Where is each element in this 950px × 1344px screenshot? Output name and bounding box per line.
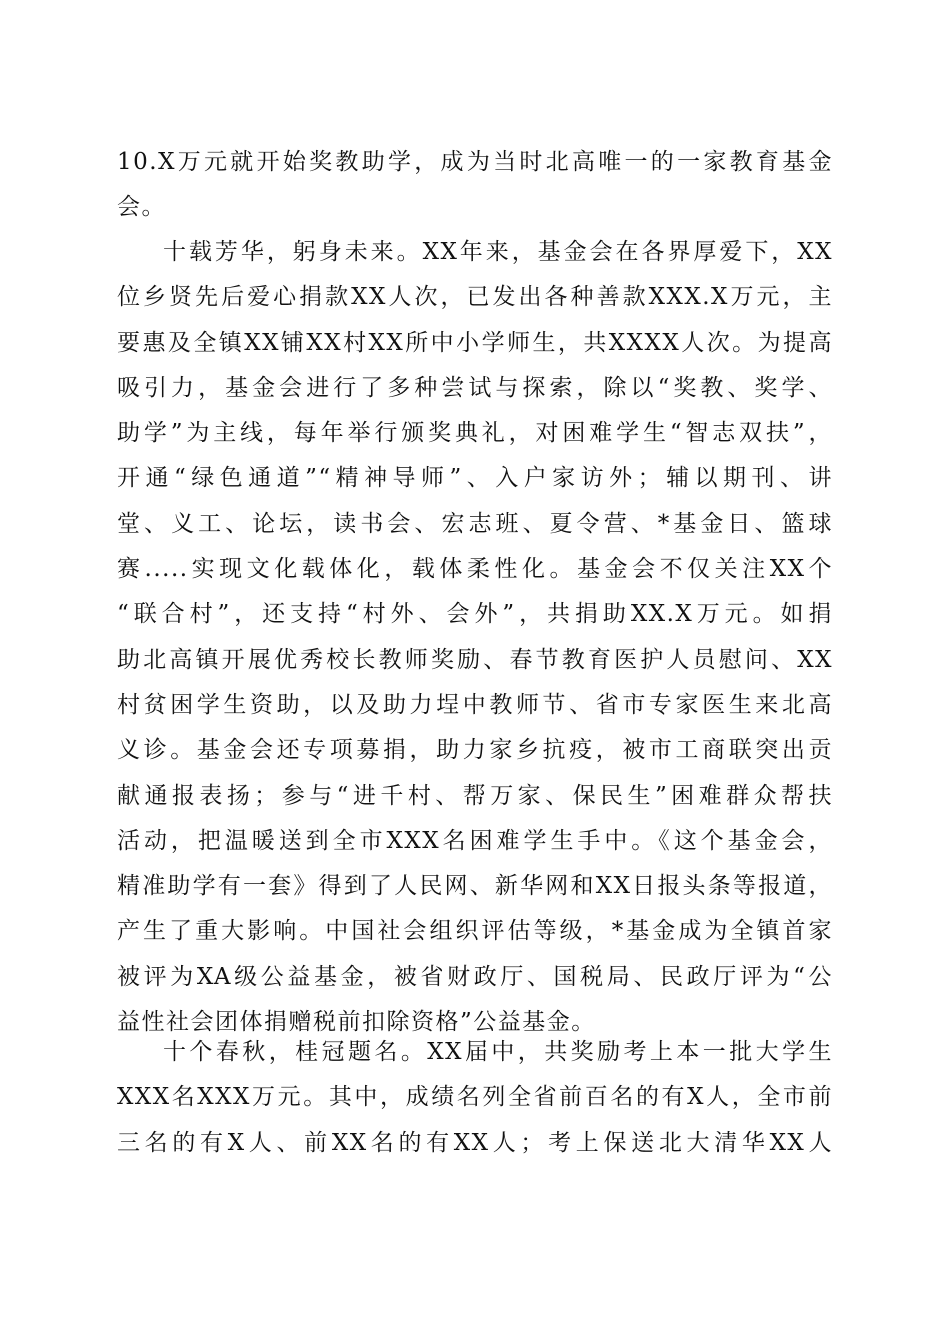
- text-line: 村贫困学生资助，以及助力埕中教师节、省市专家医生来北高: [117, 691, 833, 718]
- paragraph-ten-autumns: [117, 1030, 833, 1166]
- text-line: 吸引力，基金会进行了多种尝试与探索，除以“奖教、奖学、: [117, 374, 833, 401]
- text-line: 开通“绿色通道”“精神导师”、入户家访外；辅以期刊、讲: [117, 465, 833, 492]
- text-line: 产生了重大影响。中国社会组织评估等级，*基金成为全镇首家: [117, 918, 833, 945]
- text-line: 义诊。基金会还专项募捐，助力家乡抗疫，被市工商联突出贡: [117, 737, 833, 764]
- text-line: 位乡贤先后爱心捐款XX人次，已发出各种善款XXX.X万元，主: [117, 284, 833, 311]
- text-line: 精准助学有一套》得到了人民网、新华网和XX日报头条等报道，: [117, 873, 833, 900]
- text-line: 献通报表扬；参与“进千村、帮万家、保民生”困难群众帮扶: [117, 782, 833, 809]
- text-line: XXX名XXX万元。其中，成绩名列全省前百名的有X人，全市前: [117, 1084, 833, 1111]
- text-line: 助北高镇开展优秀校长教师奖励、春节教育医护人员慰问、XX: [117, 646, 833, 673]
- text-line: 10.X万元就开始奖教助学，成为当时北高唯一的一家教育基金: [117, 149, 833, 175]
- text-line: 要惠及全镇XX铺XX村XX所中小学师生，共XXXX人次。为提高: [117, 329, 833, 356]
- text-line: 十个春秋，桂冠题名。XX届中，共奖励考上本一批大学生: [163, 1039, 833, 1065]
- text-line: 堂、义工、论坛，读书会、宏志班、夏令营、*基金日、篮球: [117, 510, 833, 537]
- paragraph-ten-years: [117, 230, 833, 1045]
- text-line: 十载芳华，躬身未来。XX年来，基金会在各界厚爱下，XX: [163, 239, 833, 265]
- text-line: 会。: [117, 194, 166, 221]
- text-line: 被评为XA级公益基金，被省财政厅、国税局、民政厅评为“公: [117, 963, 833, 990]
- text-line: 益性社会团体捐赠税前扣除资格”公益基金。: [117, 1009, 596, 1036]
- text-line: 助学”为主线，每年举行颁奖典礼，对困难学生“智志双扶”，: [117, 420, 833, 447]
- text-line: 赛.....实现文化载体化，载体柔性化。基金会不仅关注XX个: [117, 556, 833, 583]
- text-line: “联合村”，还支持“村外、会外”，共捐助XX.X万元。如捐: [117, 601, 833, 628]
- text-line: 活动，把温暖送到全市XXX名困难学生手中。《这个基金会，: [117, 827, 833, 854]
- paragraph-continuation: [117, 140, 833, 231]
- text-line: 三名的有X人、前XX名的有XX人；考上保送北大清华XX人: [117, 1129, 833, 1156]
